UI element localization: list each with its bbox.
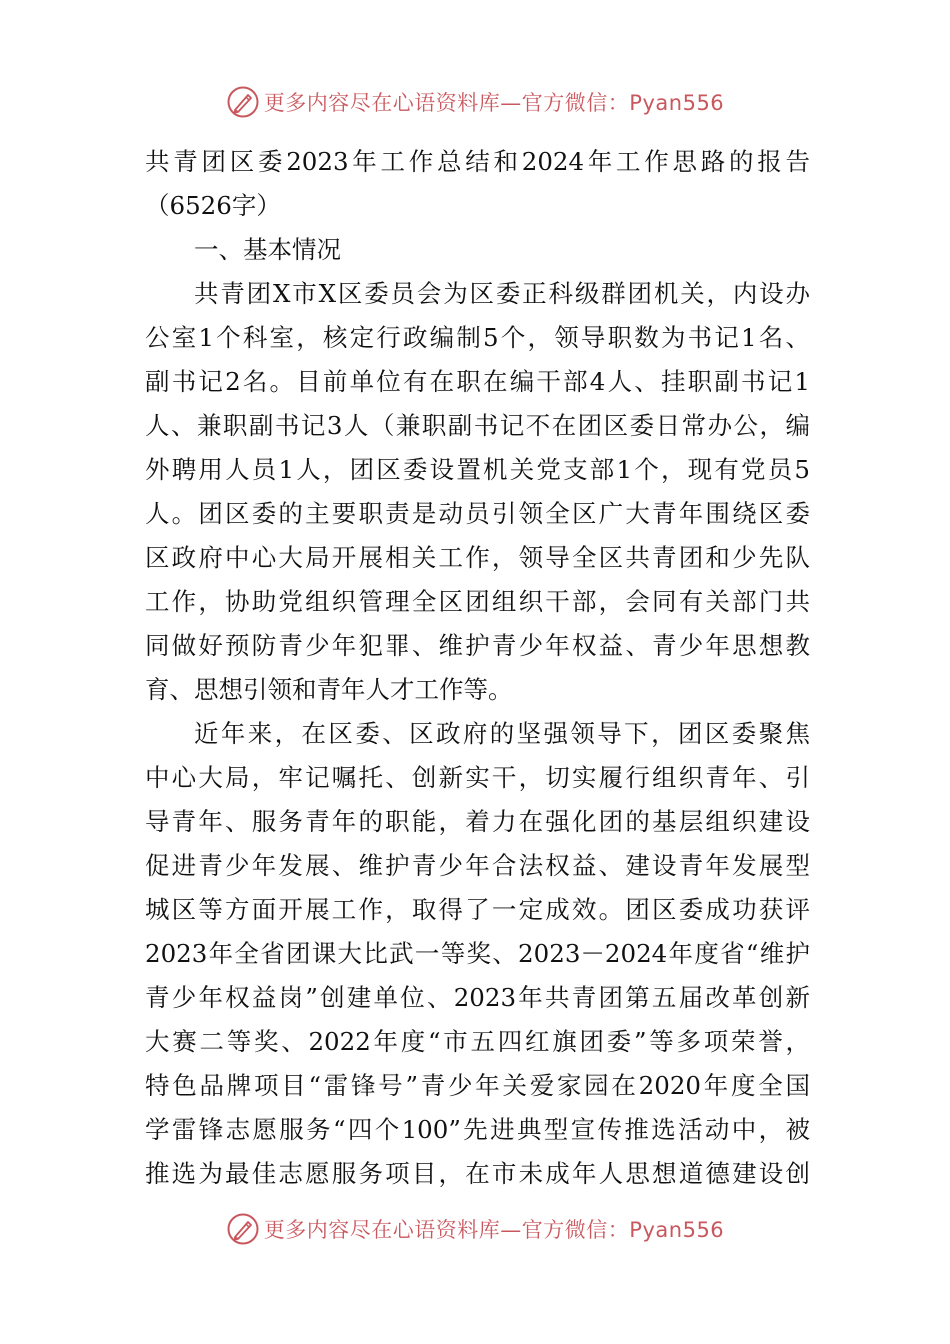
paragraph-line: 大赛二等奖、2022年度“市五四红旗团委”等多项荣誉， — [145, 1027, 810, 1056]
document-title-line-2: （6526字） — [145, 191, 281, 220]
paragraph-line: 导青年、服务青年的职能，着力在强化团的基层组织建设 — [145, 807, 810, 836]
watermark-text: 更多内容尽在心语资料库—官方微信：Pyan556 — [263, 1218, 725, 1242]
paragraph-line: 人、兼职副书记3人（兼职副书记不在团区委日常办公，编 — [145, 411, 810, 440]
document-body — [145, 140, 810, 1196]
paragraph-line: 青少年权益岗”创建单位、2023年共青团第五届改革创新 — [145, 983, 810, 1012]
header-watermark-banner — [0, 80, 950, 124]
document-title-line-1: 共青团区委2023年工作总结和2024年工作思路的报告 — [145, 147, 810, 176]
paragraph-line: 促进青少年发展、维护青少年合法权益、建设青年发展型 — [145, 851, 810, 880]
paragraph-line: 特色品牌项目“雷锋号”青少年关爱家园在2020年度全国 — [145, 1071, 810, 1100]
paragraph-line: 人。团区委的主要职责是动员引领全区广大青年围绕区委 — [145, 499, 810, 528]
paragraph-line: 推选为最佳志愿服务项目，在市未成年人思想道德建设创 — [145, 1159, 810, 1188]
paragraph-line: 学雷锋志愿服务“四个100”先进典型宣传推选活动中，被 — [145, 1115, 810, 1144]
paragraph-line: 外聘用人员1人，团区委设置机关党支部1个，现有党员5 — [145, 455, 810, 484]
paragraph-line: 公室1个科室，核定行政编制5个，领导职数为书记1名、 — [145, 323, 810, 352]
paragraph-1 — [145, 272, 810, 712]
paragraph-line: 同做好预防青少年犯罪、维护青少年权益、青少年思想教 — [145, 631, 810, 660]
paragraph-line: 2023年全省团课大比武一等奖、2023－2024年度省“维护 — [145, 939, 810, 968]
paragraph-line: 区政府中心大局开展相关工作，领导全区共青团和少先队 — [145, 543, 810, 572]
pen-circle-icon — [226, 1212, 260, 1246]
paragraph-line: 近年来，在区委、区政府的坚强领导下，团区委聚焦 — [194, 719, 810, 748]
watermark-text: 更多内容尽在心语资料库—官方微信：Pyan556 — [263, 91, 725, 115]
pen-circle-icon — [226, 85, 260, 119]
paragraph-line: 共青团X市X区委员会为区委正科级群团机关，内设办 — [194, 279, 810, 308]
paragraph-line: 育、思想引领和青年人才工作等。 — [145, 675, 513, 704]
footer-watermark-banner — [0, 1207, 950, 1251]
paragraph-line: 副书记2名。目前单位有在职在编干部4人、挂职副书记1 — [145, 367, 810, 396]
paragraph-2 — [145, 712, 810, 1196]
paragraph-line: 城区等方面开展工作，取得了一定成效。团区委成功获评 — [145, 895, 810, 924]
section-heading: 一、基本情况 — [194, 235, 341, 264]
paragraph-line: 工作，协助党组织管理全区团组织干部，会同有关部门共 — [145, 587, 810, 616]
paragraph-line: 中心大局，牢记嘱托、创新实干，切实履行组织青年、引 — [145, 763, 810, 792]
